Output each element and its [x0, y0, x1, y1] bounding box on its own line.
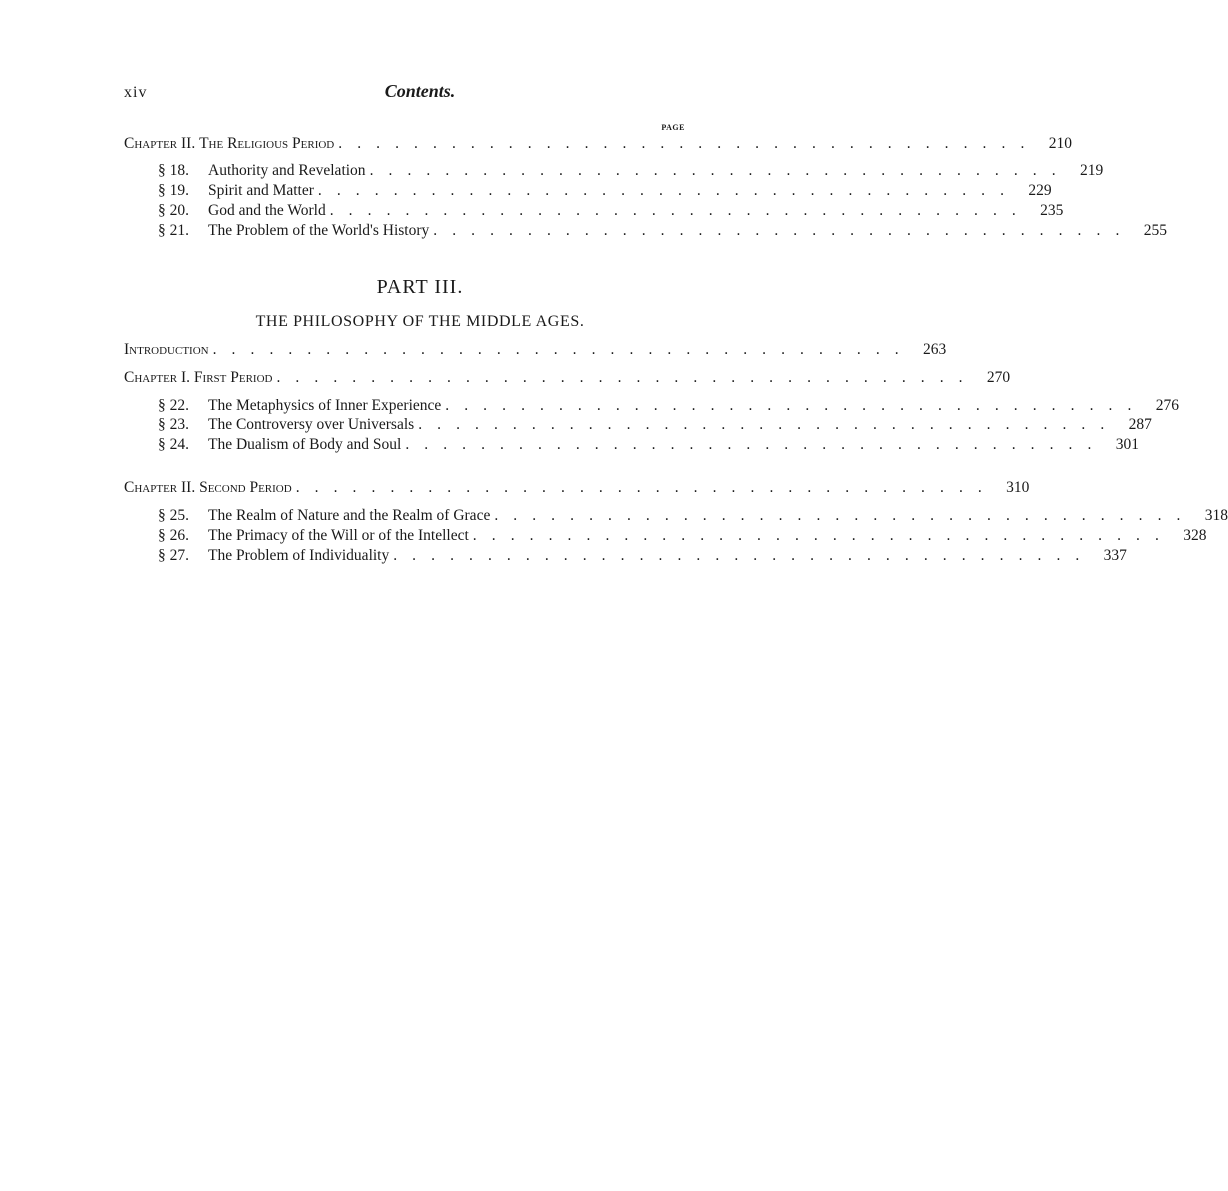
- toc-chapter-religious-period[interactable]: [124, 134, 1072, 154]
- part-heading: PART III.: [376, 276, 464, 298]
- toc-section-26[interactable]: [158, 526, 1207, 546]
- page-ref: 219: [1080, 162, 1104, 179]
- leader-dots: . . . . . . . . . . . . . . . . . . . . . . . . . . . . . . . . . . . . .: [329, 202, 1022, 219]
- chapter-label: Chapter II.: [124, 479, 196, 496]
- page-ref: 270: [986, 369, 1011, 386]
- section-number: § 26.: [158, 527, 189, 544]
- part-subtitle: THE PHILOSOPHY OF THE MIDDLE AGES.: [255, 313, 585, 330]
- section-title: The Metaphysics of Inner Experience: [208, 397, 442, 414]
- chapter-title: The Religious Period: [199, 135, 335, 152]
- toc-section-27[interactable]: [158, 546, 1127, 566]
- leader-dots: . . . . . . . . . . . . . . . . . . . . . . . . . . . . . . . . . . . . .: [317, 182, 1010, 199]
- leader-dots: . . . . . . . . . . . . . . . . . . . . . . . . . . . . . . . . . . . . .: [276, 369, 969, 386]
- page-ref: 276: [1155, 397, 1179, 414]
- leader-dots: . . . . . . . . . . . . . . . . . . . . . . . . . . . . . . . . . . . . .: [418, 416, 1110, 433]
- leader-dots: . . . . . . . . . . . . . . . . . . . . . . . . . . . . . . . . . . . . .: [405, 436, 1097, 453]
- section-number: § 24.: [158, 436, 189, 453]
- page-ref: 287: [1128, 416, 1152, 433]
- section-number: § 22.: [158, 397, 189, 414]
- introduction-label: Introduction: [124, 341, 209, 358]
- toc-section-18[interactable]: [158, 161, 1104, 181]
- leader-dots: . . . . . . . . . . . . . . . . . . . . . . . . . . . . . . . . . . . . .: [212, 341, 905, 358]
- section-title: Spirit and Matter: [208, 182, 314, 199]
- section-title: The Problem of Individuality: [208, 547, 390, 564]
- section-title: The Controversy over Universals: [208, 416, 415, 433]
- leader-dots: . . . . . . . . . . . . . . . . . . . . . . . . . . . . . . . . . . . . .: [494, 507, 1187, 524]
- leader-dots: . . . . . . . . . . . . . . . . . . . . . . . . . . . . . . . . . . . . .: [369, 162, 1062, 179]
- page-column-label: PAGE: [661, 123, 685, 132]
- page-ref: 310: [1006, 479, 1030, 496]
- section-number: § 21.: [158, 222, 189, 239]
- section-title: Authority and Revelation: [208, 162, 366, 179]
- chapter-label: Chapter I.: [124, 369, 191, 386]
- section-number: § 19.: [158, 182, 189, 199]
- section-number: § 25.: [158, 507, 189, 524]
- leader-dots: . . . . . . . . . . . . . . . . . . . . . . . . . . . . . . . . . . . . .: [295, 479, 988, 496]
- toc-section-24[interactable]: [158, 435, 1139, 455]
- section-number: § 27.: [158, 547, 189, 564]
- leader-dots: . . . . . . . . . . . . . . . . . . . . . . . . . . . . . . . . . . . . .: [338, 135, 1030, 152]
- section-title: The Dualism of Body and Soul: [208, 436, 402, 453]
- section-number: § 18.: [158, 162, 189, 179]
- section-number: § 23.: [158, 416, 189, 433]
- toc-section-21[interactable]: [158, 221, 1167, 241]
- page-ref: 255: [1143, 222, 1167, 239]
- leader-dots: . . . . . . . . . . . . . . . . . . . . . . . . . . . . . . . . . . . . .: [393, 547, 1085, 564]
- page-ref: 318: [1204, 507, 1228, 524]
- page-ref: 328: [1183, 527, 1207, 544]
- section-title: The Realm of Nature and the Realm of Grace: [208, 507, 491, 524]
- leader-dots: . . . . . . . . . . . . . . . . . . . . . . . . . . . . . . . . . . . . .: [472, 527, 1165, 544]
- leader-dots: . . . . . . . . . . . . . . . . . . . . . . . . . . . . . . . . . . . . .: [445, 397, 1137, 414]
- toc-section-23[interactable]: [158, 415, 1152, 435]
- section-title: The Primacy of the Will or of the Intellect: [208, 527, 469, 544]
- toc-section-19[interactable]: [158, 181, 1052, 201]
- page-ref: 301: [1115, 436, 1139, 453]
- toc-chapter-first-period[interactable]: [124, 368, 1011, 388]
- toc-introduction[interactable]: [124, 340, 947, 360]
- chapter-title: Second Period: [199, 479, 292, 496]
- toc-section-25[interactable]: [158, 506, 1228, 526]
- section-title: The Problem of the World's History: [208, 222, 430, 239]
- chapter-label: Chapter II.: [124, 135, 196, 152]
- leader-dots: . . . . . . . . . . . . . . . . . . . . . . . . . . . . . . . . . . . . .: [433, 222, 1125, 239]
- page-ref: 229: [1028, 182, 1052, 199]
- chapter-title: First Period: [193, 369, 273, 386]
- page-ref: 210: [1048, 135, 1072, 152]
- toc-section-20[interactable]: [158, 201, 1064, 221]
- toc-chapter-second-period[interactable]: [124, 478, 1030, 498]
- running-title: Contents.: [384, 81, 456, 101]
- page-ref: 235: [1040, 202, 1064, 219]
- section-title: God and the World: [208, 202, 326, 219]
- page-number: xiv: [124, 84, 148, 101]
- section-number: § 20.: [158, 202, 189, 219]
- toc-section-22[interactable]: [158, 396, 1179, 416]
- page-ref: 337: [1103, 547, 1127, 564]
- page-ref: 263: [923, 341, 947, 358]
